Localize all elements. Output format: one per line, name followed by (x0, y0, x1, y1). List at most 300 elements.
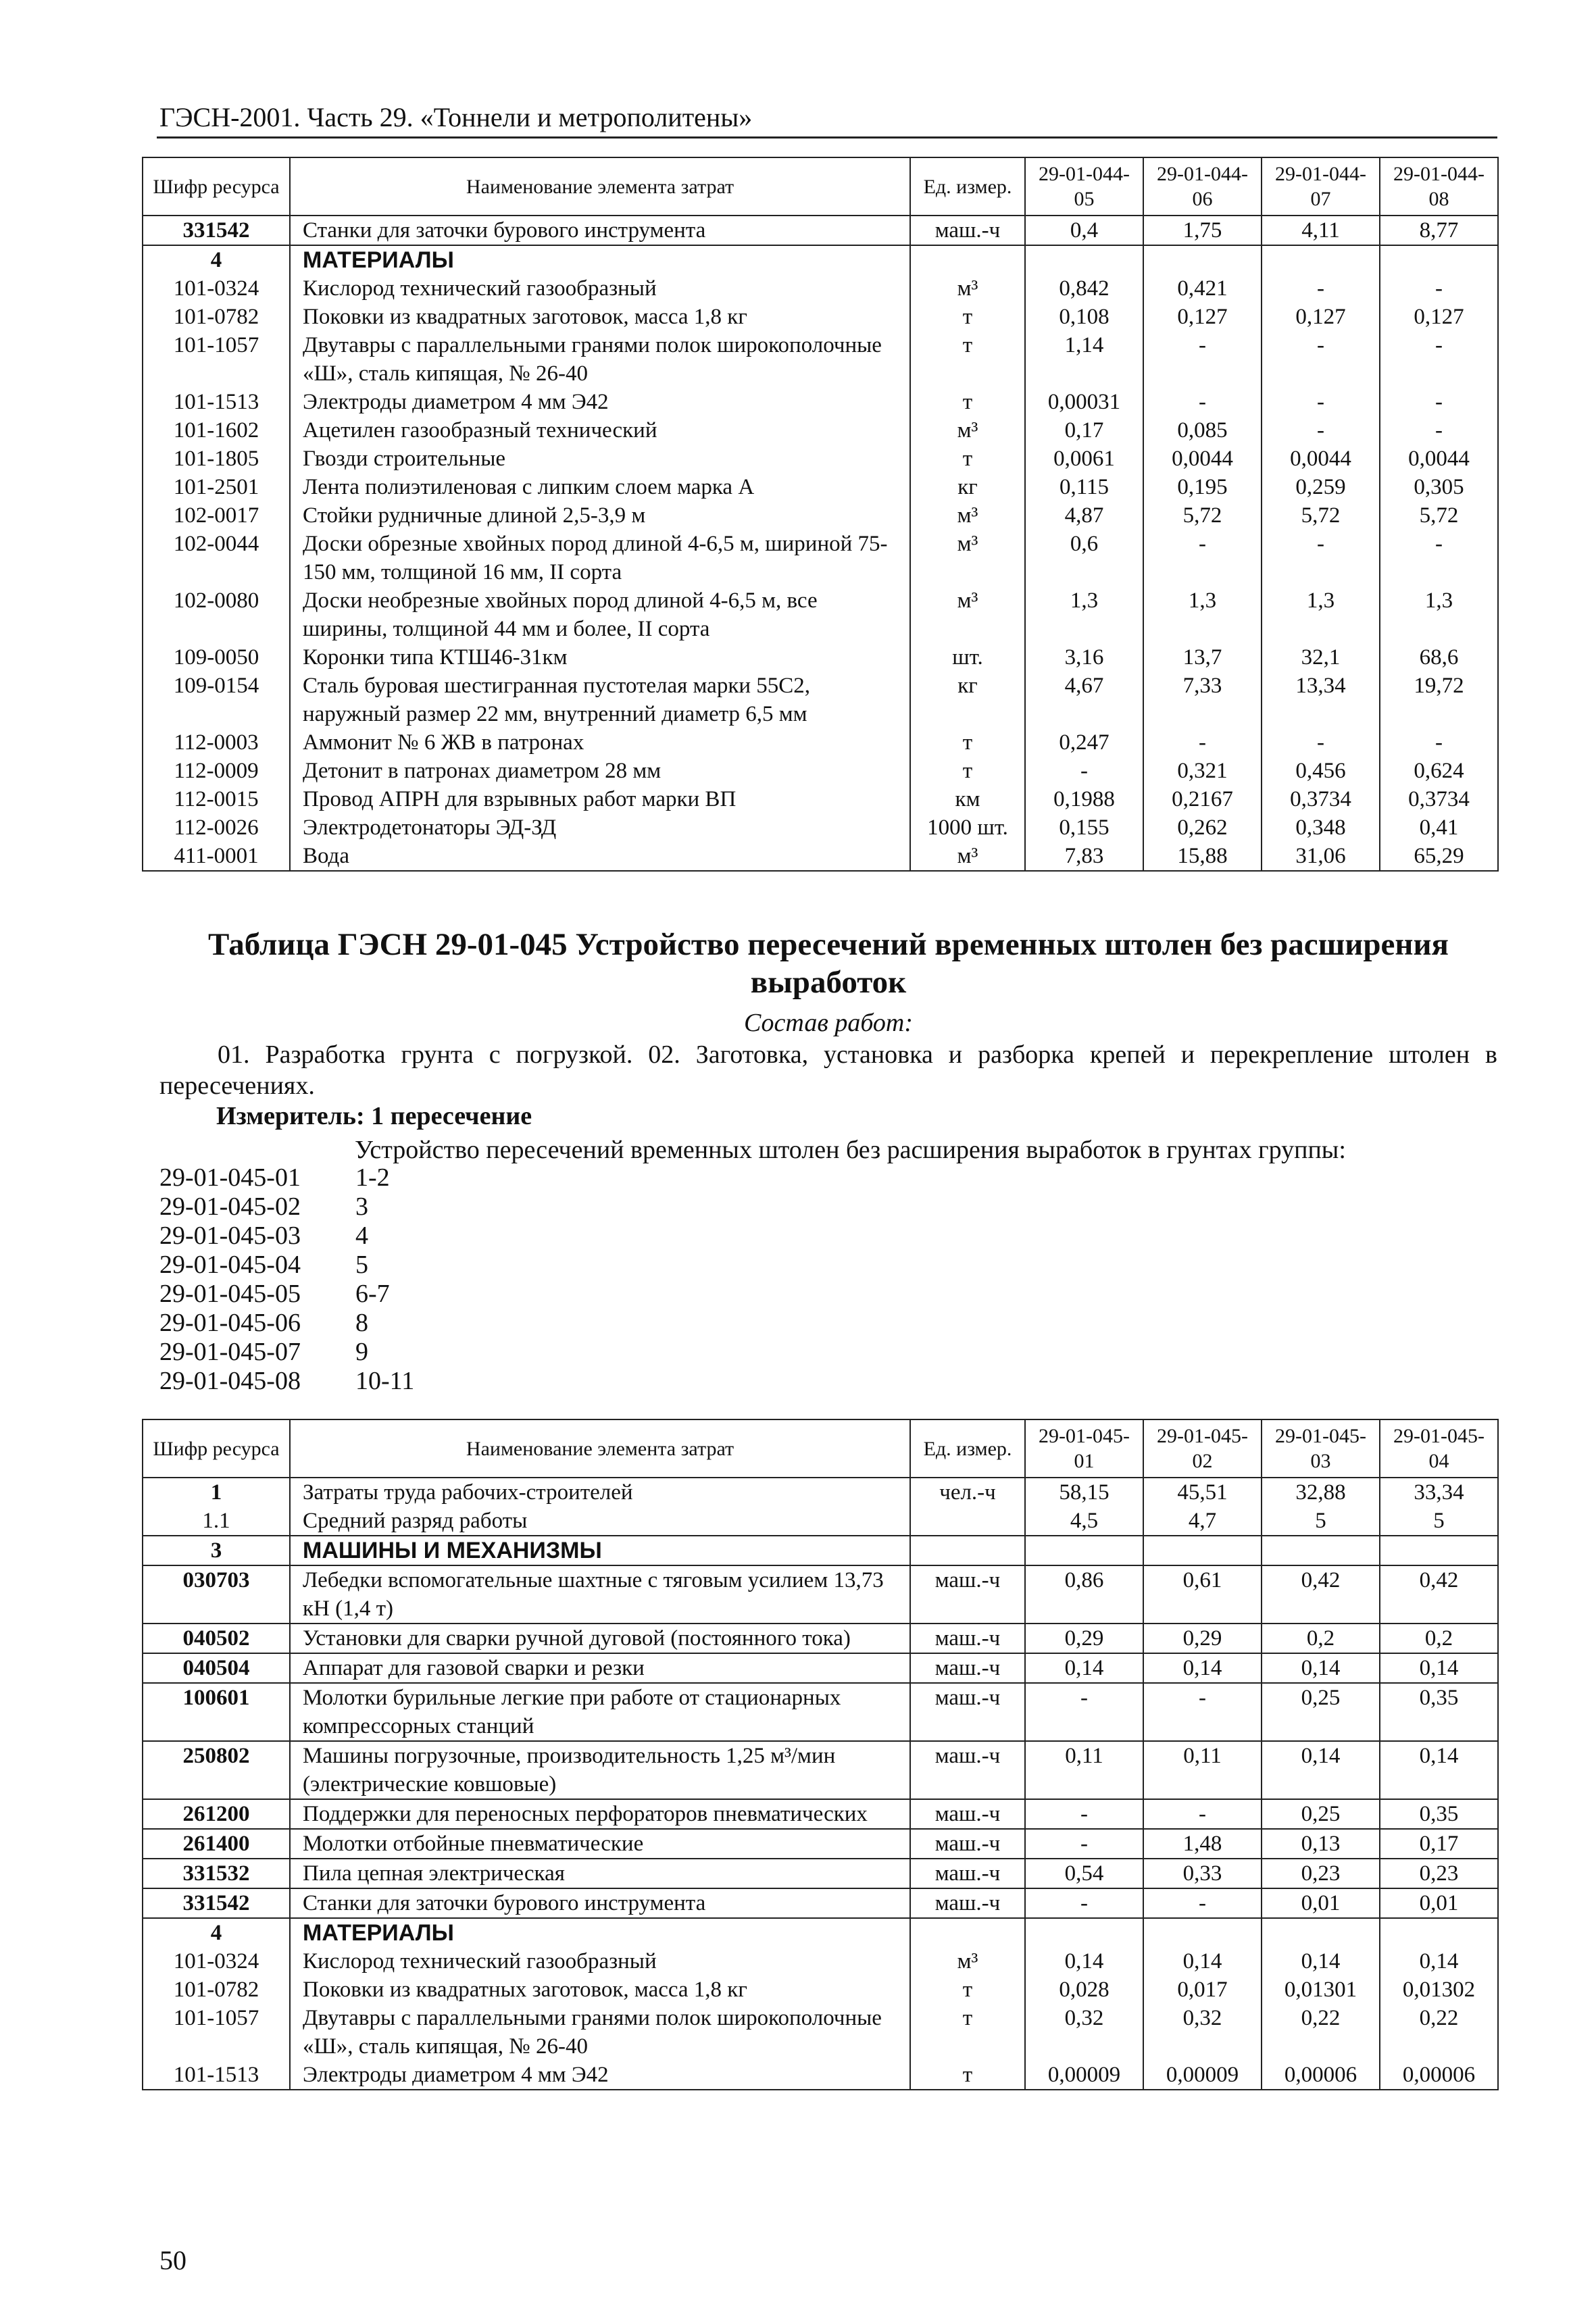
cell-code: 411-0001 (143, 842, 290, 871)
cell-name: Станки для заточки бурового инструмента (290, 216, 910, 245)
cell-code: 101-1057 (143, 2004, 290, 2061)
cell-code: 261400 (143, 1829, 290, 1859)
cell-value-1: 0,115 (1025, 473, 1143, 501)
table-row (143, 2004, 1498, 2061)
cell-name: Доски необрезные хвойных пород длиной 4-6,5 м, все ширины, толщиной 44 мм и более, II сорта (290, 586, 910, 643)
cell-value-2: 1,3 (1143, 586, 1262, 643)
cell-value-2: 5,72 (1143, 501, 1262, 530)
cell-value-1: 0,29 (1025, 1624, 1143, 1653)
cell-code: 101-1805 (143, 445, 290, 473)
cell-value-1: 4,87 (1025, 501, 1143, 530)
cell-value-1: - (1025, 757, 1143, 785)
cell-value-2 (1143, 1918, 1262, 1947)
header-unit: Ед. измер. (910, 157, 1025, 216)
cell-code: 040502 (143, 1624, 290, 1653)
variant-code: 29-01-045-06 (159, 1309, 301, 1337)
cell-unit: т (910, 1976, 1025, 2004)
cell-name: Молотки отбойные пневматические (290, 1829, 910, 1859)
cell-value-4: 1,3 (1380, 586, 1498, 643)
cell-value-2: 13,7 (1143, 643, 1262, 672)
cell-code: 331542 (143, 216, 290, 245)
table-row (143, 1947, 1498, 1976)
cell-value-4 (1380, 1918, 1498, 1947)
cell-name: Двутавры с параллельными гранями полок широкополочные «Ш», сталь кипящая, № 26-40 (290, 331, 910, 388)
cell-name: Электродетонаторы ЭД-ЗД (290, 813, 910, 842)
cell-code: 109-0050 (143, 643, 290, 672)
section-title: Таблица ГЭСН 29-01-045 Устройство пересечений временных штолен без расширения выработок (208, 927, 1449, 1000)
cell-name: Аммонит № 6 ЖВ в патронах (290, 728, 910, 757)
cell-value-4: 0,01 (1380, 1888, 1498, 1918)
cell-value-2 (1143, 1536, 1262, 1565)
cell-value-2 (1143, 245, 1262, 274)
cell-code: 101-1513 (143, 388, 290, 416)
cell-value-4: 0,01302 (1380, 1976, 1498, 2004)
cell-value-1: 0,028 (1025, 1976, 1143, 2004)
cell-value-4: 65,29 (1380, 842, 1498, 871)
cell-value-4: 0,41 (1380, 813, 1498, 842)
cell-value-2: 1,75 (1143, 216, 1262, 245)
composition-label: Состав работ: (743, 1009, 914, 1037)
header-norm-4: 29-01-045-04 (1380, 1419, 1498, 1478)
cell-value-3: 0,259 (1262, 473, 1380, 501)
variant-code: 29-01-045-07 (159, 1338, 301, 1366)
cell-unit: т (910, 728, 1025, 757)
table-row (143, 2061, 1498, 2090)
cell-value-1: 0,247 (1025, 728, 1143, 757)
cell-unit: маш.-ч (910, 1653, 1025, 1683)
cell-value-2: 0,321 (1143, 757, 1262, 785)
variant-ground-group: 8 (355, 1309, 368, 1337)
cell-unit: км (910, 785, 1025, 813)
cell-name: Поддержки для переносных перфораторов пневматических (290, 1799, 910, 1829)
cell-value-1: 7,83 (1025, 842, 1143, 871)
cell-value-3: 31,06 (1262, 842, 1380, 871)
variant-code: 29-01-045-04 (159, 1251, 301, 1279)
cell-name: Пила цепная электрическая (290, 1859, 910, 1888)
cell-value-1: - (1025, 1888, 1143, 1918)
cell-name: Стойки рудничные длиной 2,5-3,9 м (290, 501, 910, 530)
table-row (143, 245, 1498, 274)
variant-row (159, 1222, 414, 1251)
cell-value-1: 0,1988 (1025, 785, 1143, 813)
cell-value-4: 0,35 (1380, 1683, 1498, 1741)
cell-unit: маш.-ч (910, 1888, 1025, 1918)
cell-value-1 (1025, 1536, 1143, 1565)
cell-name: Доски обрезные хвойных пород длиной 4-6,5 м, шириной 75-150 мм, толщиной 16 мм, II сорта (290, 530, 910, 586)
table-row (143, 1829, 1498, 1859)
cell-name: Двутавры с параллельными гранями полок широкополочные «Ш», сталь кипящая, № 26-40 (290, 2004, 910, 2061)
cell-value-3: 13,34 (1262, 672, 1380, 728)
cell-value-3: 0,14 (1262, 1653, 1380, 1683)
cell-unit (910, 1507, 1025, 1536)
cell-value-3: 0,127 (1262, 303, 1380, 331)
cell-value-3: 32,1 (1262, 643, 1380, 672)
cell-value-1: 1,3 (1025, 586, 1143, 643)
cell-unit: чел.-ч (910, 1478, 1025, 1507)
cell-name: Ацетилен газообразный технический (290, 416, 910, 445)
table-header-row (143, 157, 1498, 216)
cell-code: 112-0015 (143, 785, 290, 813)
table-row (143, 1536, 1498, 1565)
cell-unit (910, 245, 1025, 274)
cell-value-1: 1,14 (1025, 331, 1143, 388)
cell-value-4: 0,14 (1380, 1947, 1498, 1976)
cell-code: 101-0782 (143, 303, 290, 331)
cell-value-4: 0,35 (1380, 1799, 1498, 1829)
variant-code: 29-01-045-08 (159, 1367, 301, 1395)
cell-value-4: 0,17 (1380, 1829, 1498, 1859)
table-row (143, 473, 1498, 501)
cell-unit: т (910, 2061, 1025, 2090)
cell-value-3: 0,25 (1262, 1799, 1380, 1829)
table-row (143, 1565, 1498, 1624)
cell-value-2: 0,61 (1143, 1565, 1262, 1624)
cell-unit: м³ (910, 586, 1025, 643)
cell-name: Станки для заточки бурового инструмента (290, 1888, 910, 1918)
cell-code: 3 (143, 1536, 290, 1565)
measure (216, 1101, 532, 1131)
cell-unit (910, 1536, 1025, 1565)
cell-value-4: 0,3734 (1380, 785, 1498, 813)
cell-value-4: - (1380, 728, 1498, 757)
cell-value-3: 0,22 (1262, 2004, 1380, 2061)
cell-value-3: 0,25 (1262, 1683, 1380, 1741)
cell-value-3: 0,0044 (1262, 445, 1380, 473)
cell-code: 102-0080 (143, 586, 290, 643)
cell-value-2: 0,195 (1143, 473, 1262, 501)
cell-value-4: - (1380, 274, 1498, 303)
cell-name: Лента полиэтиленовая с липким слоем марка А (290, 473, 910, 501)
cell-value-1: 0,54 (1025, 1859, 1143, 1888)
table-row (143, 1653, 1498, 1683)
cell-name: Машины погрузочные, производительность 1,25 м³/мин (электрические ковшовые) (290, 1741, 910, 1799)
cell-value-2: 0,14 (1143, 1653, 1262, 1683)
cell-code: 100601 (143, 1683, 290, 1741)
cell-unit: т (910, 445, 1025, 473)
table-row (143, 1918, 1498, 1947)
cell-name: Электроды диаметром 4 мм Э42 (290, 2061, 910, 2090)
cell-value-1: 0,00031 (1025, 388, 1143, 416)
variant-ground-group: 4 (355, 1222, 368, 1250)
cell-value-3: - (1262, 728, 1380, 757)
table-row (143, 331, 1498, 388)
cell-value-3: 0,456 (1262, 757, 1380, 785)
table-header-row (143, 1419, 1498, 1478)
cell-name: Вода (290, 842, 910, 871)
cell-value-2: 0,017 (1143, 1976, 1262, 2004)
header-norm-1: 29-01-045-01 (1025, 1419, 1143, 1478)
cell-value-1: 0,32 (1025, 2004, 1143, 2061)
cell-value-4: 0,127 (1380, 303, 1498, 331)
table-row (143, 842, 1498, 871)
cell-value-3: 0,23 (1262, 1859, 1380, 1888)
variant-ground-group: 3 (355, 1192, 368, 1221)
cell-value-1: 4,5 (1025, 1507, 1143, 1536)
cell-value-3: 5,72 (1262, 501, 1380, 530)
variant-ground-group: 10-11 (355, 1367, 415, 1395)
cell-name: Сталь буровая шестигранная пустотелая марки 55С2, наружный размер 22 мм, внутренний диаметр 6,5 мм (290, 672, 910, 728)
table-body (143, 216, 1498, 871)
table-row (143, 1741, 1498, 1799)
cell-value-3: 0,42 (1262, 1565, 1380, 1624)
cell-unit: маш.-ч (910, 1565, 1025, 1624)
table-body (143, 1478, 1498, 2090)
cell-value-1: - (1025, 1829, 1143, 1859)
cell-code: 101-0324 (143, 1947, 290, 1976)
variant-row (159, 1163, 414, 1192)
cell-code: 331532 (143, 1859, 290, 1888)
cell-value-2: 0,33 (1143, 1859, 1262, 1888)
cell-value-4: - (1380, 416, 1498, 445)
variant-row (159, 1338, 414, 1367)
cell-value-3: - (1262, 388, 1380, 416)
table-row (143, 1624, 1498, 1653)
cell-name: Гвозди строительные (290, 445, 910, 473)
cell-value-3: 0,14 (1262, 1741, 1380, 1799)
cell-name: Электроды диаметром 4 мм Э42 (290, 388, 910, 416)
variant-code: 29-01-045-03 (159, 1222, 301, 1250)
cell-value-3: 32,88 (1262, 1478, 1380, 1507)
running-header: ГЭСН-2001. Часть 29. «Тоннели и метрополитены» (159, 102, 753, 132)
cell-value-1: 0,842 (1025, 274, 1143, 303)
variant-row (159, 1367, 414, 1396)
table-row (143, 1683, 1498, 1741)
cell-unit: маш.-ч (910, 1859, 1025, 1888)
cell-code: 101-2501 (143, 473, 290, 501)
cell-value-4 (1380, 1536, 1498, 1565)
header-norm-1: 29-01-044-05 (1025, 157, 1143, 216)
table-row (143, 416, 1498, 445)
cell-value-4: 0,14 (1380, 1741, 1498, 1799)
cell-value-1: 0,108 (1025, 303, 1143, 331)
cell-value-1: 0,14 (1025, 1653, 1143, 1683)
cell-name: Провод АПРН для взрывных работ марки ВП (290, 785, 910, 813)
cell-unit: м³ (910, 501, 1025, 530)
cell-value-4: 19,72 (1380, 672, 1498, 728)
cell-unit: маш.-ч (910, 1683, 1025, 1741)
cell-code: 261200 (143, 1799, 290, 1829)
cell-value-4: 0,305 (1380, 473, 1498, 501)
header-unit: Ед. измер. (910, 1419, 1025, 1478)
table-row (143, 813, 1498, 842)
cell-unit: т (910, 757, 1025, 785)
cell-code: 030703 (143, 1565, 290, 1624)
cell-value-2: - (1143, 1683, 1262, 1741)
cell-unit: маш.-ч (910, 216, 1025, 245)
cell-name: Детонит в патронах диаметром 28 мм (290, 757, 910, 785)
cell-value-3: 0,14 (1262, 1947, 1380, 1976)
cell-value-2: 0,29 (1143, 1624, 1262, 1653)
cell-value-3: 0,3734 (1262, 785, 1380, 813)
cell-value-2: - (1143, 728, 1262, 757)
cell-value-3: 5 (1262, 1507, 1380, 1536)
cell-unit: т (910, 388, 1025, 416)
cell-name: Кислород технический газообразный (290, 274, 910, 303)
cell-name: МАТЕРИАЛЫ (290, 1918, 910, 1947)
cell-value-1 (1025, 1918, 1143, 1947)
table-row (143, 586, 1498, 643)
cell-value-3 (1262, 1918, 1380, 1947)
cell-value-4 (1380, 245, 1498, 274)
header-norm-4: 29-01-044-08 (1380, 157, 1498, 216)
table-row (143, 728, 1498, 757)
table-row (143, 757, 1498, 785)
cell-value-4: 0,42 (1380, 1565, 1498, 1624)
variant-ground-group: 9 (355, 1338, 368, 1366)
cell-value-3: 0,348 (1262, 813, 1380, 842)
table-row (143, 274, 1498, 303)
measure-label: Измеритель: (216, 1102, 365, 1130)
cell-value-1 (1025, 245, 1143, 274)
cell-value-3: 0,01301 (1262, 1976, 1380, 2004)
cell-unit: шт. (910, 643, 1025, 672)
resource-table-044 (142, 157, 1499, 872)
cell-value-3 (1262, 245, 1380, 274)
cell-unit: маш.-ч (910, 1741, 1025, 1799)
header-norm-3: 29-01-044-07 (1262, 157, 1380, 216)
cell-code: 4 (143, 1918, 290, 1947)
cell-value-4: 33,34 (1380, 1478, 1498, 1507)
cell-code: 109-0154 (143, 672, 290, 728)
cell-value-2: 1,48 (1143, 1829, 1262, 1859)
cell-value-4: - (1380, 331, 1498, 388)
cell-code: 4 (143, 245, 290, 274)
table-row (143, 216, 1498, 245)
cell-value-2: 0,14 (1143, 1947, 1262, 1976)
variant-ground-group: 5 (355, 1251, 368, 1279)
header-name: Наименование элемента затрат (290, 157, 910, 216)
measure-value: 1 пересечение (371, 1102, 532, 1130)
cell-value-1: 0,0061 (1025, 445, 1143, 473)
cell-code: 331542 (143, 1888, 290, 1918)
cell-value-1: 0,6 (1025, 530, 1143, 586)
cell-code: 112-0003 (143, 728, 290, 757)
cell-value-4: 68,6 (1380, 643, 1498, 672)
table-row (143, 501, 1498, 530)
cell-value-2: 7,33 (1143, 672, 1262, 728)
cell-code: 1 (143, 1478, 290, 1507)
cell-value-2: 0,2167 (1143, 785, 1262, 813)
cell-value-4: 0,23 (1380, 1859, 1498, 1888)
cell-value-1: - (1025, 1683, 1143, 1741)
table-row (143, 672, 1498, 728)
cell-code: 1.1 (143, 1507, 290, 1536)
variant-list (159, 1163, 414, 1396)
cell-unit: м³ (910, 1947, 1025, 1976)
cell-value-2: - (1143, 1888, 1262, 1918)
cell-name: Коронки типа КТШ46-31км (290, 643, 910, 672)
grounds-intro: Устройство пересечений временных штолен без расширения выработок в грунтах группы: (355, 1136, 1346, 1164)
cell-name: МАШИНЫ И МЕХАНИЗМЫ (290, 1536, 910, 1565)
cell-value-3: 0,2 (1262, 1624, 1380, 1653)
cell-value-4: 0,624 (1380, 757, 1498, 785)
cell-unit (910, 1918, 1025, 1947)
cell-value-1: 0,17 (1025, 416, 1143, 445)
cell-value-2: - (1143, 530, 1262, 586)
cell-value-1: 0,4 (1025, 216, 1143, 245)
cell-code: 101-0782 (143, 1976, 290, 2004)
cell-name: Затраты труда рабочих-строителей (290, 1478, 910, 1507)
table-row (143, 643, 1498, 672)
cell-code: 101-1513 (143, 2061, 290, 2090)
cell-value-2: 0,32 (1143, 2004, 1262, 2061)
cell-value-1: 0,00009 (1025, 2061, 1143, 2090)
cell-value-1: - (1025, 1799, 1143, 1829)
cell-value-4: 0,22 (1380, 2004, 1498, 2061)
cell-name: Средний разряд работы (290, 1507, 910, 1536)
variant-row (159, 1192, 414, 1222)
cell-value-1: 0,86 (1025, 1565, 1143, 1624)
table-row (143, 445, 1498, 473)
cell-value-2: 0,421 (1143, 274, 1262, 303)
cell-unit: т (910, 2004, 1025, 2061)
table-row (143, 1976, 1498, 2004)
cell-name: Аппарат для газовой сварки и резки (290, 1653, 910, 1683)
cell-value-4: 5 (1380, 1507, 1498, 1536)
cell-value-4: - (1380, 530, 1498, 586)
variant-row (159, 1309, 414, 1338)
header-norm-3: 29-01-045-03 (1262, 1419, 1380, 1478)
cell-unit: маш.-ч (910, 1829, 1025, 1859)
cell-value-2: 15,88 (1143, 842, 1262, 871)
cell-name: Установки для сварки ручной дуговой (постоянного тока) (290, 1624, 910, 1653)
cell-value-2: - (1143, 388, 1262, 416)
cell-unit: м³ (910, 274, 1025, 303)
table-row (143, 785, 1498, 813)
table-row (143, 388, 1498, 416)
cell-value-2: - (1143, 331, 1262, 388)
header-norm-2: 29-01-045-02 (1143, 1419, 1262, 1478)
cell-value-2: 0,085 (1143, 416, 1262, 445)
cell-unit: м³ (910, 842, 1025, 871)
resource-table-045 (142, 1419, 1499, 2090)
cell-value-4: 0,2 (1380, 1624, 1498, 1653)
cell-unit: т (910, 331, 1025, 388)
cell-value-1: 0,11 (1025, 1741, 1143, 1799)
cell-value-2: 45,51 (1143, 1478, 1262, 1507)
cell-value-4: 0,00006 (1380, 2061, 1498, 2090)
table-row (143, 1507, 1498, 1536)
cell-code: 101-1057 (143, 331, 290, 388)
cell-value-3: 1,3 (1262, 586, 1380, 643)
cell-unit: кг (910, 672, 1025, 728)
cell-value-3: 4,11 (1262, 216, 1380, 245)
cell-name: МАТЕРИАЛЫ (290, 245, 910, 274)
cell-value-1: 3,16 (1025, 643, 1143, 672)
header-name: Наименование элемента затрат (290, 1419, 910, 1478)
variant-row (159, 1251, 414, 1280)
cell-unit: м³ (910, 416, 1025, 445)
cell-unit: 1000 шт. (910, 813, 1025, 842)
cell-name: Молотки бурильные легкие при работе от стационарных компрессорных станций (290, 1683, 910, 1741)
cell-name: Поковки из квадратных заготовок, масса 1,8 кг (290, 1976, 910, 2004)
cell-value-4: 8,77 (1380, 216, 1498, 245)
cell-value-4: 0,14 (1380, 1653, 1498, 1683)
cell-value-3: 0,00006 (1262, 2061, 1380, 2090)
header-rule (157, 136, 1497, 139)
cell-unit: маш.-ч (910, 1799, 1025, 1829)
variant-ground-group: 1-2 (355, 1163, 390, 1192)
cell-value-3: - (1262, 331, 1380, 388)
cell-code: 250802 (143, 1741, 290, 1799)
cell-value-2: 0,0044 (1143, 445, 1262, 473)
cell-value-2: 0,262 (1143, 813, 1262, 842)
cell-value-3: - (1262, 274, 1380, 303)
cell-name: Лебедки вспомогательные шахтные с тяговым усилием 13,73 кН (1,4 т) (290, 1565, 910, 1624)
cell-value-2: 0,00009 (1143, 2061, 1262, 2090)
cell-value-2: - (1143, 1799, 1262, 1829)
header-code: Шифр ресурса (143, 157, 290, 216)
